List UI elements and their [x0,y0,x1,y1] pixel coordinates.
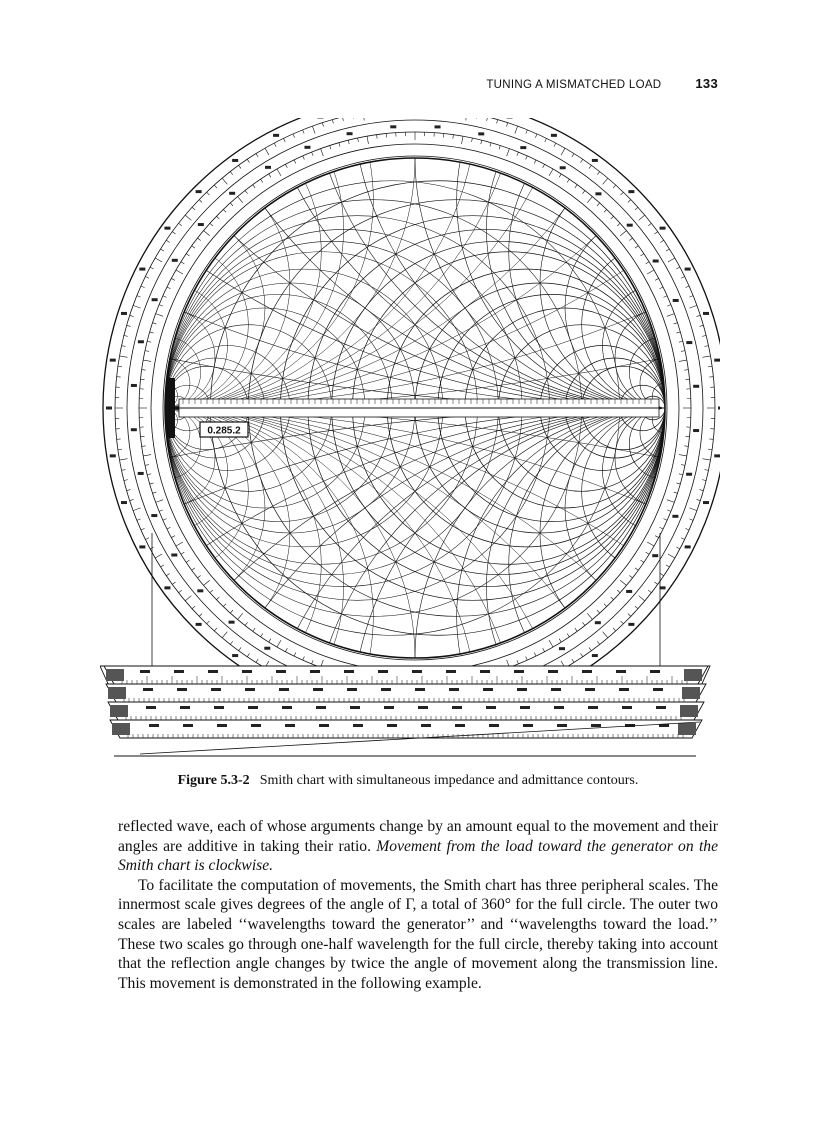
figure-caption [0,773,816,789]
smith-chart-graphic [100,118,720,768]
callout-value: 0.285.2 [207,425,241,437]
page-number: 133 [695,76,718,91]
body-text [118,817,718,993]
figure-caption-text: Smith chart with simultaneous impedance and admittance contours. [259,773,639,788]
chapter-section-title: TUNING A MISMATCHED LOAD [486,79,662,91]
running-head [486,76,718,91]
paragraph-2: To facilitate the computation of movements, the Smith chart has three peripheral scales. The innermost scale gives degrees of the angle of Γ, a total of 360° for the full circle. The outer two scales are labeled ‘‘wavelengths toward the generator’’ and ‘‘wavelengths toward the load.’’ These two scales go through one-half wavelength for the full circle, thereby taking into account that the reflection angle changes by twice the angle of movement along the transmission line. This movement is demonstrated in the following example. [118,876,718,992]
peripheral-scales [103,118,720,720]
smith-chart-figure [100,118,720,768]
paragraph-1 [118,817,718,876]
figure-label: Figure 5.3-2 [177,773,250,788]
paragraph-1-text: reflected wave, each of whose arguments change by an amount equal to the movement and their angles are additive in taking their ratio. [118,818,718,855]
callout-box [200,422,248,437]
paragraph-1-italic: Movement from the load toward the generator on the Smith chart is clockwise. [118,837,718,875]
